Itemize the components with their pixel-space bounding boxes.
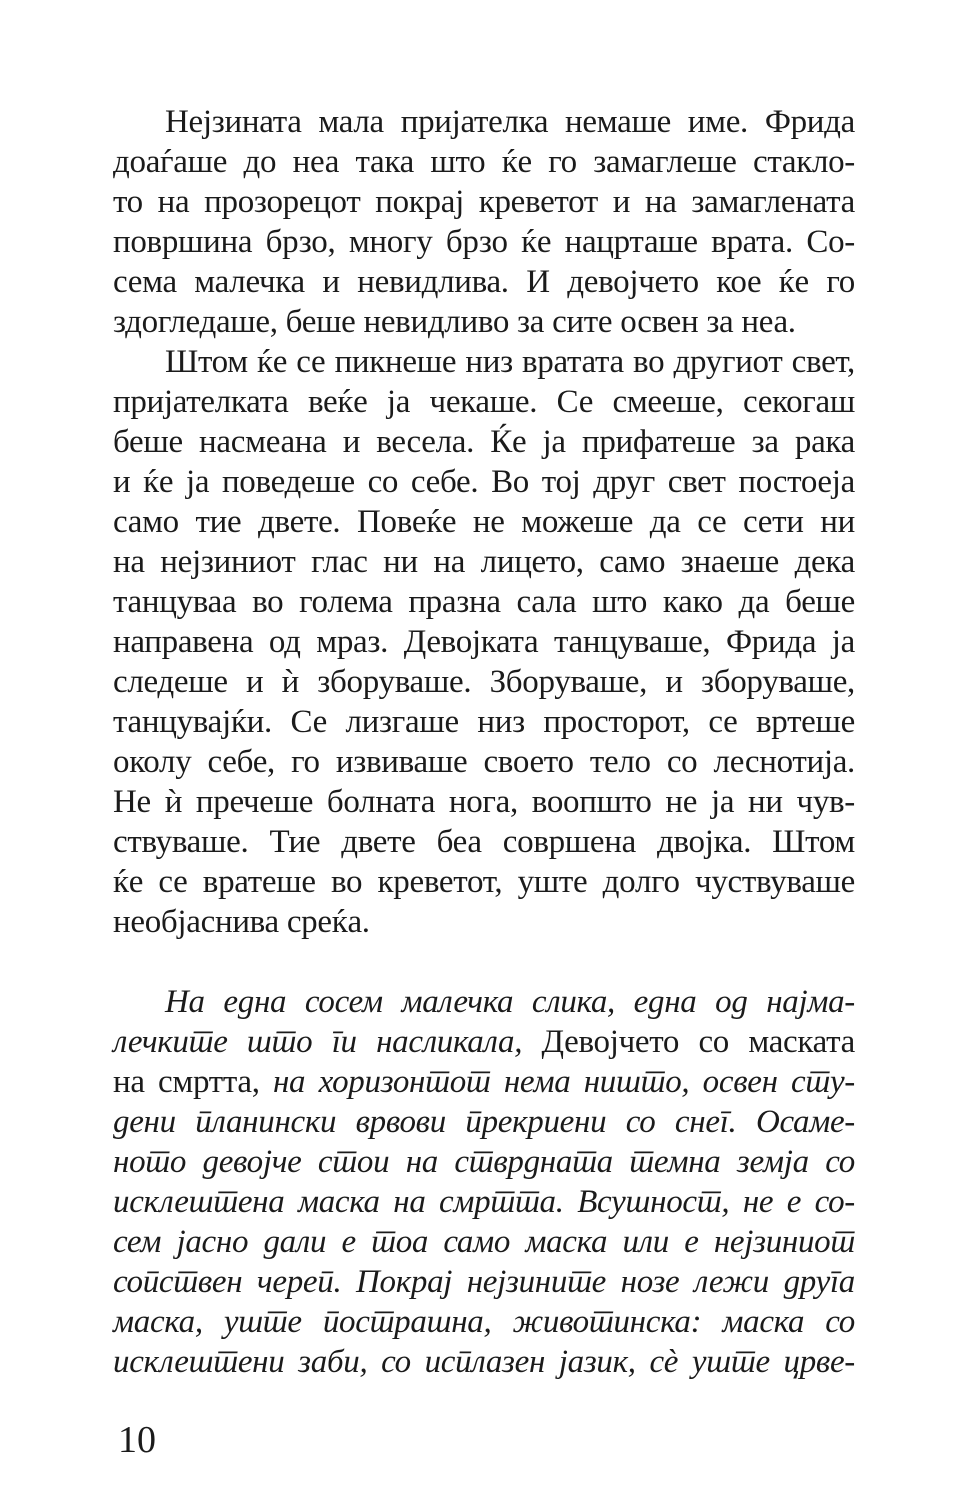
- text-line: [113, 982, 855, 1022]
- text-line: [113, 782, 855, 822]
- text-segment: дени планински врвови прекриени со снег. Осаме-: [113, 1104, 855, 1140]
- text-line: [113, 462, 855, 502]
- text-line: [113, 1222, 855, 1262]
- text-line: [113, 422, 855, 462]
- text-line: [113, 902, 855, 942]
- text-segment: ствуваше. Тие двете беа совршена двојка. Штом: [113, 824, 855, 860]
- text-line: [113, 262, 855, 302]
- text-segment: на хоризонтот нема ништо, освен сту-: [272, 1064, 855, 1100]
- text-segment: ќе се вратеше во креветот, уште долго чуствуваше: [113, 864, 855, 900]
- text-line: [113, 582, 855, 622]
- text-segment: Девојчето со маската: [541, 1024, 855, 1060]
- text-line: [113, 222, 855, 262]
- text-line: [113, 102, 855, 142]
- text-line: [113, 1062, 855, 1102]
- text-segment: ното девојче стои на стврдната темна земја со: [113, 1144, 855, 1180]
- text-line: [113, 302, 855, 342]
- text-line: [113, 862, 855, 902]
- text-segment: на нејзиниот глас ни на лицето, само знаеше дека: [113, 544, 855, 580]
- text-segment: направена од мраз. Девојката танцуваше, Фрида ја: [113, 624, 855, 660]
- text-segment: и ќе ја поведеше со себе. Во тој друг свет постоеја: [113, 464, 855, 500]
- paragraph: [113, 982, 855, 1382]
- text-segment: На една сосем малечка слика, една од најма-: [165, 984, 855, 1020]
- text-line: [113, 1142, 855, 1182]
- text-segment: необјаснива среќа.: [113, 904, 370, 940]
- text-segment: само тие двете. Повеќе не можеше да се сети ни: [113, 504, 855, 540]
- text-segment: здогледаше, беше невидливо за сите освен за неа.: [113, 304, 796, 340]
- text-line: [113, 1302, 855, 1342]
- text-segment: Не ѝ пречеше болната нога, воопшто не ја ни чув-: [113, 784, 855, 820]
- text-line: [113, 662, 855, 702]
- text-segment: следеше и ѝ зборуваше. Зборуваше, и зборуваше,: [113, 664, 855, 700]
- text-segment: исклештени заби, со исплазен јазик, сѐ уште црве-: [113, 1344, 855, 1380]
- text-segment: то на прозорецот покрај креветот и на замаглената: [113, 184, 855, 220]
- text-segment: сем јасно дали е тоа само маска или е нејзиниот: [113, 1224, 855, 1260]
- text-line: [113, 1262, 855, 1302]
- text-segment: танцуваа во голема празна сала што како да беше: [113, 584, 855, 620]
- text-segment: маска, уште пострашна, животинска: маска со: [113, 1304, 855, 1340]
- text-line: [113, 742, 855, 782]
- paragraph: [113, 102, 855, 342]
- text-segment: беше насмеана и весела. Ќе ја прифатеше за рака: [113, 424, 855, 460]
- text-line: [113, 182, 855, 222]
- text-segment: сема малечка и невидлива. И девојчето кое ќе го: [113, 264, 855, 300]
- text-segment: сопствен череп. Покрај нејзините нозе лежи друга: [113, 1264, 855, 1300]
- text-line: [113, 622, 855, 662]
- text-line: [113, 502, 855, 542]
- text-segment: на смртта,: [113, 1064, 273, 1100]
- text-line: [113, 1102, 855, 1142]
- paragraph: [113, 342, 855, 942]
- text-segment: танцувајќи. Се лизгаше низ просторот, се вртеше: [113, 704, 855, 740]
- text-segment: пријателката веќе ја чекаше. Се смееше, секогаш: [113, 384, 855, 420]
- text-line: [113, 342, 855, 382]
- text-line: [113, 1182, 855, 1222]
- text-segment: Штом ќе се пикнеше низ вратата во другиот свет,: [165, 344, 855, 380]
- text-line: [113, 822, 855, 862]
- text-line: [113, 142, 855, 182]
- text-segment: исклештена маска на смртта. Всушност, не е со-: [113, 1184, 855, 1220]
- text-line: [113, 382, 855, 422]
- text-segment: околу себе, го извиваше своето тело со леснотија.: [113, 744, 855, 780]
- text-line: [113, 702, 855, 742]
- text-segment: доаѓаше до неа така што ќе го замаглеше стакло-: [113, 144, 855, 180]
- text-line: [113, 1342, 855, 1382]
- text-segment: површина брзо, многу брзо ќе нацрташе врата. Со-: [113, 224, 855, 260]
- text-segment: лечките што ги насликала,: [113, 1024, 542, 1060]
- text-line: [113, 1022, 855, 1062]
- text-block: [113, 102, 855, 1382]
- text-segment: Нејзината мала пријателка немаше име. Фрида: [165, 104, 855, 140]
- text-line: [113, 542, 855, 582]
- page-number: 10: [118, 1419, 156, 1461]
